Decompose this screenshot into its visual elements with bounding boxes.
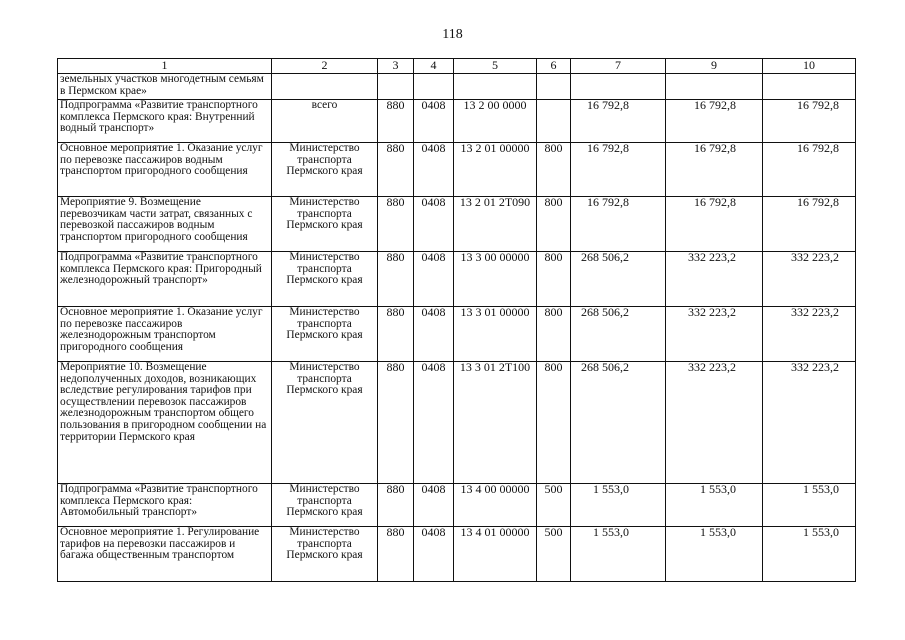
header-row	[58, 59, 856, 74]
row-amount-10: 332 223,2	[763, 252, 856, 307]
row-amount-10: 332 223,2	[763, 362, 856, 484]
row-executor: Министерство транспорта Пермского края	[272, 307, 378, 362]
row-expense-type	[537, 100, 571, 143]
row-executor: всего	[272, 100, 378, 143]
page-number: 118	[442, 27, 463, 42]
row-amount-9: 332 223,2	[666, 362, 763, 484]
table-row	[58, 307, 856, 362]
row-section-code: 0408	[414, 100, 454, 143]
row-name: Подпрограмма «Развитие транспортного комплекса Пермского края: Автомобильный транспорт»	[58, 484, 272, 527]
row-amount-7: 268 506,2	[571, 362, 666, 484]
row-section-code: 0408	[414, 307, 454, 362]
row-amount-7: 268 506,2	[571, 307, 666, 362]
col-header: 1	[58, 59, 272, 74]
row-target-code: 13 4 00 00000	[454, 484, 537, 527]
row-amount-9: 332 223,2	[666, 307, 763, 362]
row-target-code: 13 2 01 00000	[454, 143, 537, 197]
row-expense-type: 800	[537, 197, 571, 252]
row-name: Подпрограмма «Развитие транспортного комплекса Пермского края: Внутренний водный транспорт»	[58, 100, 272, 143]
row-target-code: 13 3 01 2Т100	[454, 362, 537, 484]
row-ministry-code: 880	[378, 252, 414, 307]
row-executor: Министерство транспорта Пермского края	[272, 252, 378, 307]
table-row	[58, 143, 856, 197]
row-amount-7: 268 506,2	[571, 252, 666, 307]
row-amount-10: 1 553,0	[763, 484, 856, 527]
row-expense-type: 500	[537, 484, 571, 527]
row-name: Основное мероприятие 1. Оказание услуг по перевозке пассажиров железнодорожным транспортом пригородного сообщения	[58, 307, 272, 362]
row-amount-10: 332 223,2	[763, 307, 856, 362]
row-ministry-code: 880	[378, 527, 414, 582]
col-header: 10	[763, 59, 856, 74]
row-amount-7	[571, 74, 666, 100]
table-row	[58, 74, 856, 100]
row-expense-type: 800	[537, 307, 571, 362]
row-expense-type: 500	[537, 527, 571, 582]
row-target-code: 13 2 01 2Т090	[454, 197, 537, 252]
row-name: Мероприятие 9. Возмещение перевозчикам части затрат, связанных с перевозкой пассажиров водным транспортом пригородного сообщения	[58, 197, 272, 252]
row-name: Мероприятие 10. Возмещение недополученных доходов, возникающих вследствие регулирования тарифов при осуществлении перевозок пассажиров железнодорожным транспортом общего пользования в пригородном сообщении на территории Пермского края	[58, 362, 272, 484]
col-header: 6	[537, 59, 571, 74]
row-section-code: 0408	[414, 143, 454, 197]
row-ministry-code: 880	[378, 484, 414, 527]
row-amount-7: 1 553,0	[571, 484, 666, 527]
row-amount-10: 16 792,8	[763, 197, 856, 252]
row-executor	[272, 74, 378, 100]
row-name: Основное мероприятие 1. Оказание услуг по перевозке пассажиров водным транспортом пригородного сообщения	[58, 143, 272, 197]
row-amount-9: 1 553,0	[666, 484, 763, 527]
row-amount-7: 16 792,8	[571, 143, 666, 197]
row-name: земельных участков многодетным семьям в Пермском крае»	[58, 74, 272, 100]
budget-table	[57, 58, 856, 582]
row-expense-type	[537, 74, 571, 100]
row-section-code	[414, 74, 454, 100]
row-ministry-code	[378, 74, 414, 100]
row-section-code: 0408	[414, 252, 454, 307]
col-header: 7	[571, 59, 666, 74]
row-amount-9: 16 792,8	[666, 100, 763, 143]
table-row	[58, 527, 856, 582]
table-row	[58, 100, 856, 143]
table-row	[58, 197, 856, 252]
row-amount-10: 1 553,0	[763, 527, 856, 582]
row-amount-7: 16 792,8	[571, 100, 666, 143]
row-amount-9: 332 223,2	[666, 252, 763, 307]
row-executor: Министерство транспорта Пермского края	[272, 143, 378, 197]
row-executor: Министерство транспорта Пермского края	[272, 362, 378, 484]
row-amount-10: 16 792,8	[763, 100, 856, 143]
row-target-code: 13 2 00 0000	[454, 100, 537, 143]
col-header: 2	[272, 59, 378, 74]
col-header: 3	[378, 59, 414, 74]
row-amount-9: 16 792,8	[666, 197, 763, 252]
row-executor: Министерство транспорта Пермского края	[272, 527, 378, 582]
row-target-code: 13 4 01 00000	[454, 527, 537, 582]
row-amount-7: 1 553,0	[571, 527, 666, 582]
row-name: Подпрограмма «Развитие транспортного комплекса Пермского края: Пригородный железнодорожный транспорт»	[58, 252, 272, 307]
row-amount-10	[763, 74, 856, 100]
row-amount-9: 1 553,0	[666, 527, 763, 582]
row-name: Основное мероприятие 1. Регулирование тарифов на перевозки пассажиров и багажа общественным транспортом	[58, 527, 272, 582]
row-ministry-code: 880	[378, 197, 414, 252]
table-row	[58, 362, 856, 484]
row-ministry-code: 880	[378, 362, 414, 484]
row-amount-9	[666, 74, 763, 100]
row-target-code	[454, 74, 537, 100]
row-amount-7: 16 792,8	[571, 197, 666, 252]
row-section-code: 0408	[414, 197, 454, 252]
row-amount-10: 16 792,8	[763, 143, 856, 197]
row-expense-type: 800	[537, 362, 571, 484]
row-section-code: 0408	[414, 362, 454, 484]
row-amount-9: 16 792,8	[666, 143, 763, 197]
col-header: 9	[666, 59, 763, 74]
row-section-code: 0408	[414, 527, 454, 582]
table-row	[58, 252, 856, 307]
col-header: 5	[454, 59, 537, 74]
row-target-code: 13 3 00 00000	[454, 252, 537, 307]
row-executor: Министерство транспорта Пермского края	[272, 484, 378, 527]
row-section-code: 0408	[414, 484, 454, 527]
row-ministry-code: 880	[378, 143, 414, 197]
col-header: 4	[414, 59, 454, 74]
row-target-code: 13 3 01 00000	[454, 307, 537, 362]
row-ministry-code: 880	[378, 307, 414, 362]
row-expense-type: 800	[537, 252, 571, 307]
table-row	[58, 484, 856, 527]
row-executor: Министерство транспорта Пермского края	[272, 197, 378, 252]
row-expense-type: 800	[537, 143, 571, 197]
row-ministry-code: 880	[378, 100, 414, 143]
